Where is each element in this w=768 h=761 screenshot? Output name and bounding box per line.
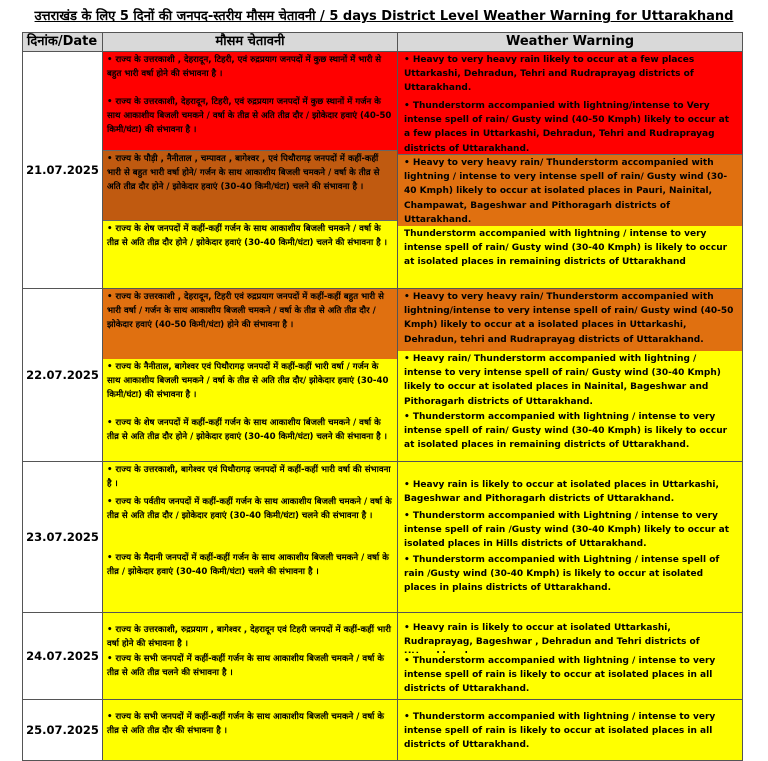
- header-row: [23, 33, 743, 52]
- hindi-warning: • राज्य के नैनीताल, बागेश्वर एवं पिथौरागढ़ जनपदों में कहीं-कहीं भारी वर्षा / गर्जन के साथ आकाशीय बिजली चमकने / वर्षा के तीव्र से अति तीव्र दौर/ झोकेदार हवाएं (30-40 किमी/घंटा) की संभावना है ।: [103, 359, 397, 415]
- row-date: 22.07.2025: [23, 289, 103, 462]
- hindi-cell: [103, 52, 398, 289]
- hindi-warning: • राज्य के उत्तरकाशी, रुद्रप्रयाग , बागेश्वर , देहरादून एवं टिहरी जनपदों में कहीं-कहीं भारी वर्षा होने की संभावना है ।: [103, 613, 397, 651]
- header-english: Weather Warning: [398, 33, 743, 52]
- english-warning: • Heavy rain is likely to occur at isolated Uttarkashi, Rudraprayag, Bageshwar , Dehradun and Tehri districts of: [398, 613, 742, 653]
- hindi-warning: • राज्य के पौड़ी , नैनीताल , चम्पावत , बागेश्वर , एवं पिथौरागढ़ जनपदों में कहीं-कहीं भारी से बहुत भारी वर्षा होने/ गर्जन के साथ आकाशीय बिजली चमकने / वर्षा के तीव्र से अति तीव्र दौर होने / झोकेदार हवाएं (30-40 किमी/घंटा) चलने की संभावना है ।: [103, 150, 397, 220]
- hindi-warning: • राज्य के सभी जनपदों में कहीं-कहीं गर्जन के साथ आकाशीय बिजली चमकने / वर्षा के तीव्र से अति तीव्र दौर की संभावना है ।: [103, 700, 397, 760]
- hindi-warning: • राज्य के सभी जनपदों में कहीं-कहीं गर्जन के साथ आकाशीय बिजली चमकने / वर्षा के तीव्र से अति तीव्र चलने की संभावना है ।: [103, 651, 397, 699]
- table-row: [23, 289, 743, 462]
- hindi-cell: [103, 613, 398, 700]
- english-cell: [398, 289, 743, 462]
- row-date: 24.07.2025: [23, 613, 103, 700]
- page-title: उत्तराखंड के लिए 5 दिनों की जनपद-स्तरीय मौसम चेतावनी / 5 days District Level Weather Warning for Uttarakhand: [34, 9, 734, 24]
- hindi-cell: [103, 289, 398, 462]
- warning-table: [22, 32, 743, 761]
- header-date: दिनांक/Date: [23, 33, 103, 52]
- english-warning: Thunderstorm accompanied with lightning / intense to very intense spell of rain/ Gusty wind (30-40 Kmph) is likely to occur at isolated places in remaining districts of Uttarakhand: [398, 226, 742, 288]
- hindi-warning: • राज्य के उत्तरकाशी, देहरादून, टिहरी, एवं रुद्रप्रयाग जनपदों में कुछ स्थानों में गर्जन के साथ आकाशीय बिजली चमकने / वर्षा के तीव्र से अति तीव्र दौर / झोकेदार हवाएं (40-50 किमी/घंटा) की संभावना है ।: [103, 94, 397, 150]
- english-warning: • Thunderstorm accompanied with Lightning / intense spell of rain /Gusty wind (30-40 Kmph) is likely to occur at isolated places in plains districts of Uttarakhand.: [398, 552, 742, 612]
- table-row: [23, 613, 743, 700]
- hindi-warning: • राज्य के उत्तरकाशी , देहरादून, टिहरी एवं रुद्रप्रयाग जनपदों में कहीं-कहीं बहुत भारी से भारी वर्षा / गर्जन के साथ आकाशीय बिजली चमकने / वर्षा के तीव्र से अति तीव्र दौर / झोकेदार हवाएं (40-50 किमी/घंटा) होने की संभावना है ।: [103, 289, 397, 359]
- header-hindi: मौसम चेतावनी: [103, 33, 398, 52]
- hindi-cell: [103, 462, 398, 613]
- english-warning: • Thunderstorm accompanied with lightning / intense to very intense spell of rain/ Gusty wind (30-40 Kmph) is likely to occur at isolated places in remaining districts of Uttarakhand.: [398, 409, 742, 461]
- english-cell: [398, 700, 743, 761]
- table-row: [23, 52, 743, 289]
- table-row: [23, 700, 743, 761]
- english-warning: • Heavy to very heavy rain/ Thunderstorm accompanied with lightning / intense to very intense spell of rain/ Gusty wind (30-40 Kmph) likely to occur at isolated places in Pauri, Nainital, Champawat, Bageshwar and Pithoragarh districts of Uttarakhand.: [398, 154, 742, 226]
- row-date: 25.07.2025: [23, 700, 103, 761]
- english-warning: • Heavy rain is likely to occur at isolated places in Uttarkashi, Bageshwar and Pithoragarh districts of Uttarakhand.: [398, 462, 742, 508]
- hindi-warning: • राज्य के मैदानी जनपदों में कहीं-कहीं गर्जन के साथ आकाशीय बिजली चमकने / वर्षा के तीव्र / झोकेदार हवाएं (30-40 किमी/घंटा) चलने की संभावना है ।: [103, 550, 397, 612]
- english-warning: • Heavy rain/ Thunderstorm accompanied with lightning / intense to very intense spell of rain/ Gusty wind (30-40 Kmph) likely to occur at isolated places in Nainital, Bageshwar and Pithoragarh districts of Uttarakhand.: [398, 351, 742, 409]
- hindi-warning: • राज्य के शेष जनपदों में कहीं-कहीं गर्जन के साथ आकाशीय बिजली चमकने / वर्षा के तीव्र से अति तीव्र दौर होने / झोकेदार हवाएं (30-40 किमी/घंटा) चलने की संभावना है ।: [103, 220, 397, 288]
- table-row: [23, 462, 743, 613]
- english-warning: • Heavy to very heavy rain likely to occur at a few places Uttarkashi, Dehradun, Tehri and Rudraprayag districts of Uttarakhand.: [398, 52, 742, 98]
- hindi-warning: • राज्य के शेष जनपदों में कहीं-कहीं गर्जन के साथ आकाशीय बिजली चमकने / वर्षा के तीव्र से अति तीव्र दौर होने / झोकेदार हवाएं (30-40 किमी/घंटा) चलने की संभावना है ।: [103, 415, 397, 461]
- english-warning: • Thunderstorm accompanied with lightning / intense to very intense spell of rain is likely to occur at isolated places in all districts of Uttarakhand.: [398, 700, 742, 760]
- english-cell: [398, 52, 743, 289]
- row-date: 23.07.2025: [23, 462, 103, 613]
- hindi-cell: [103, 700, 398, 761]
- english-cell: [398, 613, 743, 700]
- row-date: 21.07.2025: [23, 52, 103, 289]
- english-warning: • Thunderstorm accompanied with lightning/intense to Very intense spell of rain/ Gusty wind (40-50 Kmph) likely to occur at a few places in Uttarkashi, Dehradun, Tehri and Rudraprayag districts of Uttarakhand.: [398, 98, 742, 154]
- english-cell: [398, 462, 743, 613]
- english-warning: • Heavy to very heavy rain/ Thunderstorm accompanied with lightning/intense to very intense spell of rain/ Gusty wind (40-50 Kmph) likely to occur at a isolated places in Uttarkashi, Dehradun, tehri and Rudraprayag districts of Uttarakhand.: [398, 289, 742, 351]
- hindi-warning: • राज्य के उत्तरकाशी, बागेश्वर एवं पिथौरागढ़ जनपदों में कहीं-कहीं भारी वर्षा की संभावना है ।: [103, 462, 397, 494]
- english-warning: • Thunderstorm accompanied with lightning / intense to very intense spell of rain is likely to occur at isolated places in all districts of Uttarakhand.: [398, 653, 742, 699]
- hindi-warning: • राज्य के पर्वतीय जनपदों में कहीं-कहीं गर्जन के साथ आकाशीय बिजली चमकने / वर्षा के तीव्र से अति तीव्र दौर / झोकेदार हवाएं (30-40 किमी/घंटा) चलने की संभावना है ।: [103, 494, 397, 550]
- hindi-warning: • राज्य के उत्तरकाशी , देहरादून, टिहरी, एवं रुद्रप्रयाग जनपदों में कुछ स्थानों में भारी से बहुत भारी वर्षा होने की संभावना है ।: [103, 52, 397, 94]
- english-warning: • Thunderstorm accompanied with Lightning / intense to very intense spell of rain /Gusty wind (30-40 Kmph) likely to occur at isolated places in Hills districts of Uttarakhand.: [398, 508, 742, 552]
